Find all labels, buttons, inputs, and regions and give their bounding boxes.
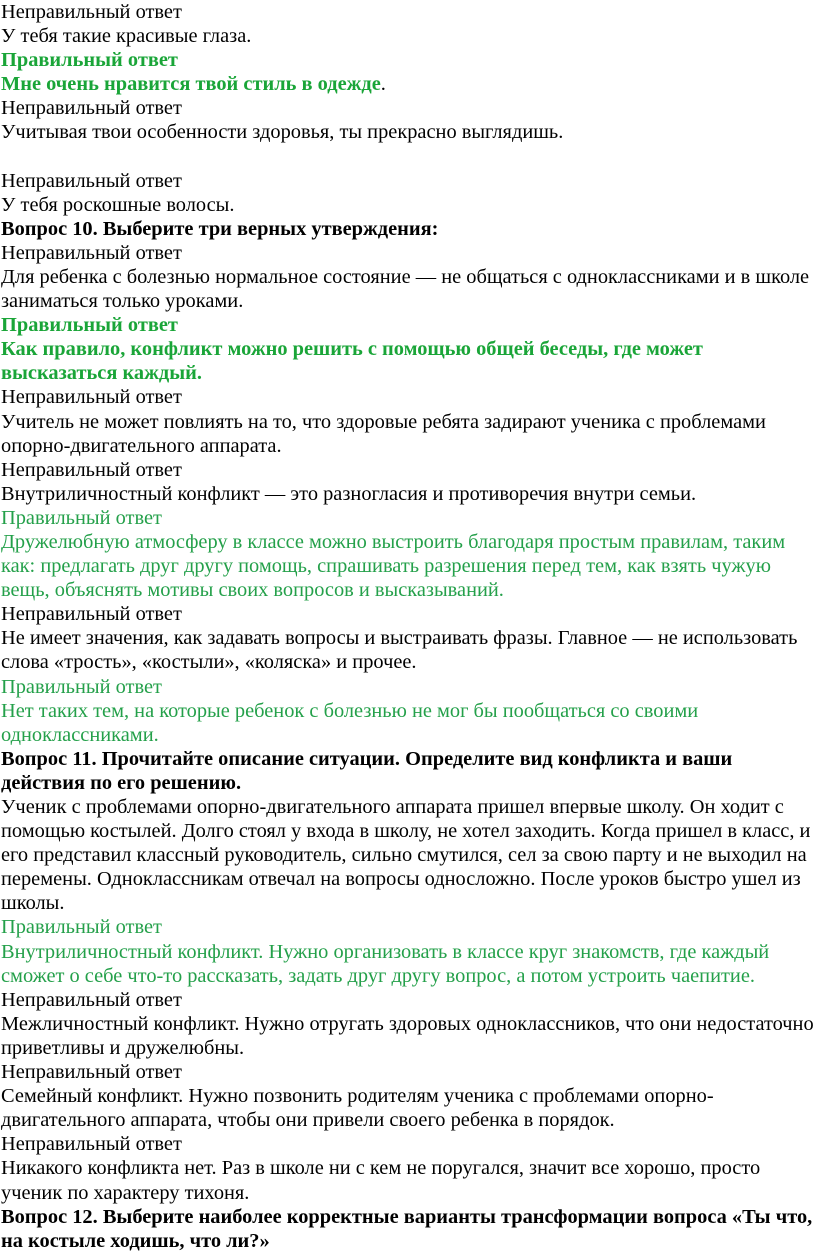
answer-label-wrong: Неправильный ответ [1, 458, 182, 481]
answer-label-wrong: Неправильный ответ [1, 1133, 182, 1156]
question-10-title: Вопрос 10. Выберите три верных утверждения: [1, 217, 439, 240]
answer-label-correct: Правильный ответ [1, 916, 162, 939]
answer-text-period: . [380, 73, 386, 96]
answer-text: У тебя такие красивые глаза. [1, 25, 252, 48]
answer-text-correct: Нет таких тем, на которые ребенок с болезнью не мог бы пообщаться со своими одноклассниками. [1, 699, 699, 746]
answer-label-correct: Правильный ответ [1, 314, 178, 337]
answer-label-wrong: Неправильный ответ [1, 603, 182, 626]
question-11-situation: Ученик с проблемами опорно-двигательного аппарата пришел впервые школу. Он ходит с помощью костылей. Долго стоял у входа в школу, не хотел заходить. Когда пришел в класс, и его представил классный руководитель, сильно смутился, сел за свою парту и не выходил на перемены. Одноклассникам отвечал на вопросы односложно. После уроков быстро ушел из школы. [1, 796, 811, 915]
answer-text-correct: Дружелюбную атмосферу в классе можно выстроить благодаря простым правилам, таким как: предлагать друг другу помощь, спрашивать разрешения перед тем, как взять чужую вещь, объяснять мотивы своих вопросов и высказываний. [1, 530, 786, 602]
answer-text-correct: Внутриличностный конфликт. Нужно организовать в классе круг знакомств, где каждый сможет о себе что-то рассказать, задать друг другу вопрос, а потом устроить чаепитие. [1, 940, 770, 987]
answer-text-correct: Как правило, конфликт можно решить с помощью общей беседы, где может высказаться каждый. [1, 338, 703, 385]
answer-label-correct: Правильный ответ [1, 675, 162, 698]
answer-text-correct [1, 72, 814, 96]
question-12-title: Вопрос 12. Выберите наиболее корректные варианты трансформации вопроса «Ты что, на костыле ходишь, что ли?» [1, 1205, 813, 1252]
answer-label-wrong: Неправильный ответ [1, 386, 182, 409]
answer-text: Учитывая твои особенности здоровья, ты прекрасно выглядишь. [1, 121, 564, 144]
answer-label-correct: Правильный ответ [1, 49, 178, 72]
answer-label-wrong: Неправильный ответ [1, 1, 182, 23]
answer-text: Никакого конфликта нет. Раз в школе ни с кем не поругался, значит все хорошо, просто ученик по характеру тихоня. [1, 1157, 761, 1204]
answer-text: Внутриличностный конфликт — это разногласия и противоречия внутри семьи. [1, 482, 697, 505]
question-11-title: Вопрос 11. Прочитайте описание ситуации. Определите вид конфликта и ваши действия по его решению. [1, 747, 733, 794]
answer-label-wrong: Неправильный ответ [1, 97, 182, 120]
answer-text: Семейный конфликт. Нужно позвонить родителям ученика с проблемами опорно-двигательного аппарата, чтобы они привели своего ребенка в порядок. [1, 1085, 714, 1132]
answer-text: Учитель не может повлиять на то, что здоровые ребята задирают ученика с проблемами опорно-двигательного аппарата. [1, 410, 766, 457]
answer-text: Не имеет значения, как задавать вопросы и выстраивать фразы. Главное — не использовать слова «трость», «костыли», «коляска» и прочее. [1, 627, 798, 674]
blank-line [1, 145, 814, 169]
answer-text-correct-span: Мне очень нравится твой стиль в одежде [1, 73, 381, 96]
answer-text: Для ребенка с болезнью нормальное состояние — не общаться с одноклассниками и в школе заниматься только уроками. [1, 265, 810, 313]
answer-label-wrong: Неправильный ответ [1, 988, 182, 1011]
answer-label-wrong: Неправильный ответ [1, 169, 182, 192]
answer-text: У тебя роскошные волосы. [1, 193, 235, 216]
answer-label-wrong: Неправильный ответ [1, 241, 182, 264]
answer-label-correct: Правильный ответ [1, 506, 162, 529]
answer-label-wrong: Неправильный ответ [1, 1061, 182, 1084]
answer-text: Межличностный конфликт. Нужно отругать здоровых одноклассников, что они недостаточно приветливы и дружелюбны. [1, 1012, 814, 1059]
